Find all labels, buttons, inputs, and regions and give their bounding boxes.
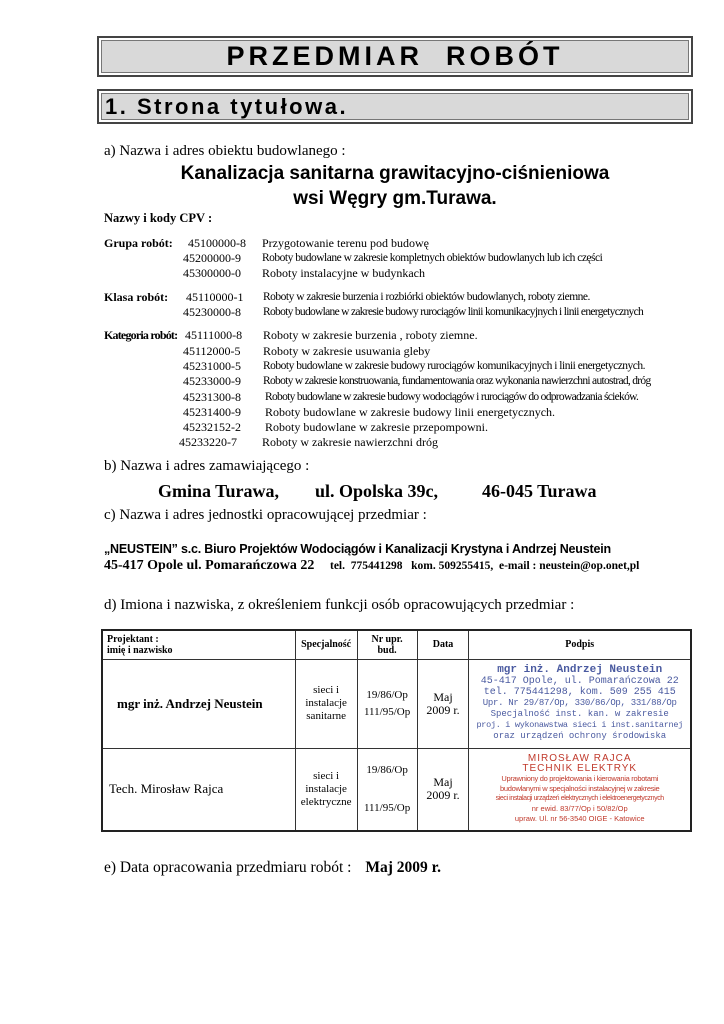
stamp-rajca <box>471 754 688 824</box>
label-e-text: e) Data opracowania przedmiaru robót : <box>104 859 352 876</box>
row1-nr-2: 111/95/Op <box>363 705 411 718</box>
row1-date <box>417 659 469 748</box>
label-d: d) Imiona i nazwiska, z określeniem funkcji osób opracowujących przedmiar : <box>104 597 575 613</box>
grupa-label: Grupa robót: <box>104 236 173 250</box>
signature-table <box>101 629 692 832</box>
cpv-heading: Nazwy i kody CPV : <box>104 211 213 225</box>
kategoria-label: Kategoria robót: <box>104 328 178 342</box>
kategoria-code-3: 45231000-5 <box>183 359 241 373</box>
klasa-desc-2: Roboty budowlane w zakresie budowy rurociągów linii komunikacyjnych i linii energetycznych <box>263 306 644 318</box>
stamp1-line-1: mgr inż. Andrzej Neustein <box>497 664 663 676</box>
header-nr-line-2: bud. <box>377 644 397 656</box>
klasa-label: Klasa robót: <box>104 290 169 304</box>
grupa-desc-2: Roboty budowlane w zakresie kompletnych obiektów budowlanych lub ich części <box>262 252 603 264</box>
kategoria-code-1: 45111000-8 <box>185 328 243 342</box>
stamp1-line-2: 45-417 Opole, ul. Pomarańczowa 22 <box>480 676 679 687</box>
row1-spec <box>295 659 357 748</box>
row2-spec-3: elektryczne <box>300 795 352 808</box>
kategoria-desc-1: Roboty w zakresie burzenia , roboty ziemne. <box>263 328 478 342</box>
investor-name: Gmina Turawa, <box>158 481 280 501</box>
investor-city: 46-045 Turawa <box>482 481 597 501</box>
stamp2-line-5: sieci instalacji urządzeń elektrycznych i elektroenergetycznych <box>495 795 664 803</box>
stamp2-line-1: MIROSŁAW RAJCA <box>527 753 632 765</box>
kategoria-desc-6: Roboty budowlane w zakresie budowy linii energetycznych. <box>265 405 556 419</box>
header-sign: Podpis <box>469 630 691 659</box>
firm-line: „NEUSTEIN” s.c. Biuro Projektów Wodociągów i Kanalizacji Krystyna i Andrzej Neustein <box>104 542 611 556</box>
row2-name: Tech. Mirosław Rajca <box>102 748 295 831</box>
table-row <box>102 659 691 748</box>
stamp2-line-2: TECHNIK ELEKTRYK <box>522 763 638 775</box>
label-b: b) Nazwa i adres zamawiającego : <box>104 458 310 474</box>
kategoria-desc-8: Roboty w zakresie nawierzchni dróg <box>262 435 438 449</box>
label-c: c) Nazwa i adres jednostki opracowującej przedmiar : <box>104 507 427 523</box>
header-name-line-1: Projektant : <box>107 633 159 645</box>
header-nr-line-1: Nr upr. <box>371 633 403 645</box>
stamp2-line-4: budowlanymi w specjalności instalacyjnej w zakresie <box>500 784 660 794</box>
table-header-row <box>102 630 691 659</box>
kategoria-desc-4: Roboty w zakresie konstruowania, fundamentowania oraz wykonania nawierzchni autostrad, dróg <box>263 375 651 387</box>
klasa-code-2: 45230000-8 <box>183 305 241 319</box>
header-name <box>102 630 295 659</box>
table-row <box>102 748 691 831</box>
object-name-line-1: Kanalizacja sanitarna grawitacyjno-ciśnieniowa <box>180 163 610 184</box>
grupa-code-2: 45200000-9 <box>183 251 241 265</box>
stamp1-line-3: tel. 775441298, kom. 509 255 415 <box>483 687 676 698</box>
stamp2-line-7: upraw. Ul. nr 56-3540 OIGE - Katowice <box>514 814 645 824</box>
klasa-code-1: 45110000-1 <box>186 290 244 304</box>
row2-date-2: 2009 r. <box>426 788 460 803</box>
row2-nr-2: 111/95/Op <box>363 802 411 815</box>
firm-address: 45-417 Opole ul. Pomarańczowa 22 <box>104 558 315 573</box>
document-title: PRZEDMIAR ROBÓT <box>226 41 564 71</box>
section-heading: 1. Strona tytułowa. <box>105 93 349 119</box>
row2-spec <box>295 748 357 831</box>
section-heading-box <box>97 89 693 124</box>
row1-date-1: Maj <box>433 689 453 704</box>
kategoria-desc-2: Roboty w zakresie usuwania gleby <box>263 344 431 358</box>
kategoria-code-8: 45233220-7 <box>179 435 237 449</box>
object-name <box>97 161 693 211</box>
header-spec: Specjalność <box>295 630 357 659</box>
kategoria-code-7: 45232152-2 <box>183 420 241 434</box>
row1-spec-1: sieci i <box>313 684 340 696</box>
header-date: Data <box>417 630 469 659</box>
stamp-neustein <box>471 665 688 742</box>
stamp2-line-6: nr ewid. 83/77/Op i 50/82/Op <box>531 804 628 814</box>
object-name-line-2: wsi Węgry gm.Turawa. <box>293 188 497 209</box>
document-title-box <box>97 36 693 77</box>
kategoria-code-5: 45231300-8 <box>183 390 241 404</box>
grupa-code-1: 45100000-8 <box>188 236 246 250</box>
grupa-desc-1: Przygotowanie terenu pod budowę <box>262 236 429 250</box>
stamp1-line-4: Upr. Nr 29/87/Op, 330/86/Op, 331/88/Op <box>482 698 677 708</box>
label-e <box>104 859 441 877</box>
row1-stamp <box>469 659 691 748</box>
kategoria-desc-5: Roboty budowlane w zakresie budowy wodociągów i rurociągów do odprowadzania ścieków. <box>265 391 639 403</box>
row2-date-1: Maj <box>433 775 453 790</box>
row1-date-2: 2009 r. <box>426 702 460 717</box>
row1-nr <box>357 659 417 748</box>
kategoria-code-4: 45233000-9 <box>183 374 241 388</box>
stamp1-line-5: Specjalność inst. kan. w zakresie <box>490 709 669 719</box>
grupa-desc-3: Roboty instalacyjne w budynkach <box>262 266 425 280</box>
firm-contact: tel. 775441298 kom. 509255415, e-mail : neustein@op.onet,pl <box>330 560 640 572</box>
row1-spec-2: instalacje <box>305 697 347 709</box>
kategoria-desc-3: Roboty budowlane w zakresie budowy rurociągów komunikacyjnych i linii energetycznych. <box>263 360 646 372</box>
row2-date <box>417 748 469 831</box>
preparation-date: Maj 2009 r. <box>365 859 441 876</box>
stamp1-line-7: oraz urządzeń ochrony środowiska <box>493 731 667 741</box>
label-a: a) Nazwa i adres obiektu budowlanego : <box>104 143 346 159</box>
header-nr <box>357 630 417 659</box>
kategoria-code-6: 45231400-9 <box>183 405 241 419</box>
investor-street: ul. Opolska 39c, <box>315 481 439 501</box>
kategoria-code-2: 45112000-5 <box>183 344 241 358</box>
row1-name: mgr inż. Andrzej Neustein <box>102 659 295 748</box>
row2-spec-2: instalacje <box>305 782 347 795</box>
row2-spec-1: sieci i <box>313 769 340 782</box>
klasa-desc-1: Roboty w zakresie burzenia i rozbiórki obiektów budowlanych, roboty ziemne. <box>263 291 590 303</box>
stamp2-line-3: Uprawniony do projektowania i kierowania robotami <box>501 774 659 784</box>
row2-nr <box>357 748 417 831</box>
row2-stamp <box>469 748 691 831</box>
grupa-code-3: 45300000-0 <box>183 266 241 280</box>
row1-spec-3: sanitarne <box>306 710 346 722</box>
stamp1-line-6: proj. i wykonawstwa sieci i inst.sanitarnej <box>476 720 683 730</box>
row1-nr-1: 19/86/Op <box>366 688 408 701</box>
header-name-line-2: imię i nazwisko <box>107 644 173 656</box>
row2-nr-1: 19/86/Op <box>366 764 408 777</box>
kategoria-desc-7: Roboty budowlane w zakresie przepompowni. <box>265 420 488 434</box>
